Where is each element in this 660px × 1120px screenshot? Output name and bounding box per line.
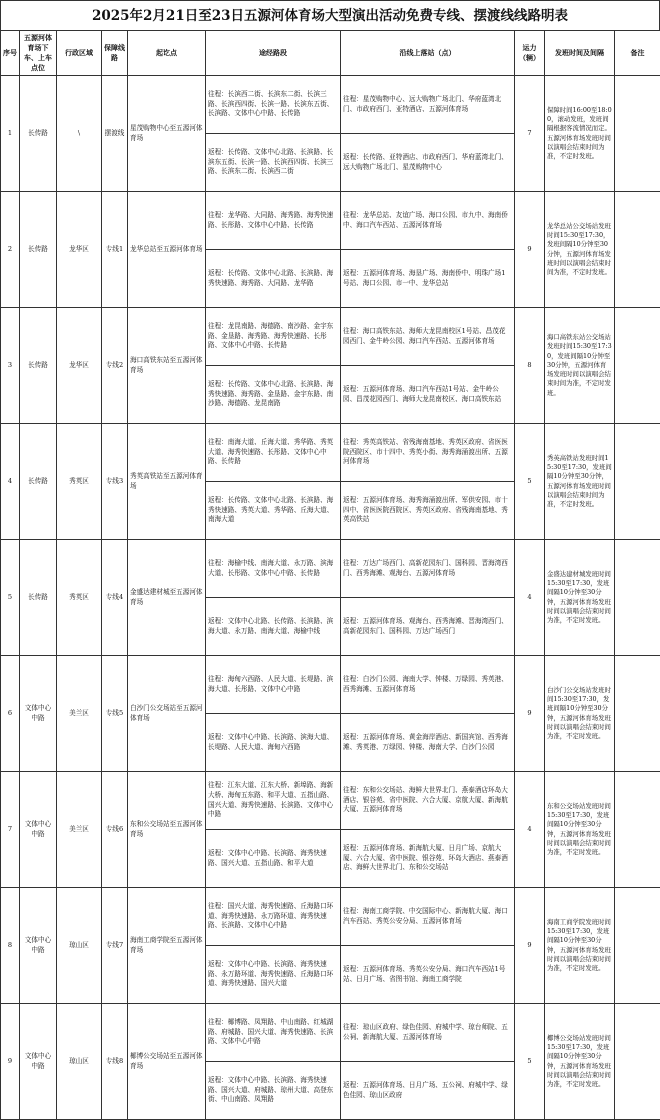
- row-stations-return: 返程：五源河体育场、海口汽车西站1号站、金牛岭公园、昌茂花园西门、海师大龙昆南校区、海口高铁东站: [341, 366, 515, 424]
- row-stations-outbound: 往程：琼山区政府、绿色佳园、府城中学、琼台师院、五公祠、新海航大厦、五源河体育场: [341, 1004, 515, 1062]
- row-schedule: 海南工商学院发班时间15:30至17:30，发班间隔10分钟至30分钟，五源河体育场发班时间以演唱会结束时间为准，不定时发班。: [545, 888, 615, 1004]
- row-stop-road: 长传路: [20, 76, 57, 192]
- header-row: [1, 31, 660, 76]
- row-index: 7: [1, 772, 20, 888]
- row-line: 专线1: [102, 192, 128, 308]
- row-remarks: [615, 540, 660, 656]
- row-district: 琼山区: [57, 1004, 102, 1120]
- table-row: [1, 1004, 660, 1062]
- row-start-end: 秀英高铁站至五源河体育场: [128, 424, 206, 540]
- row-district: 龙华区: [57, 192, 102, 308]
- row-district: 秀英区: [57, 424, 102, 540]
- row-schedule: 东和公交场站发班时间15:30至17:30，发班间隔10分钟至30分钟，五源河体育场发班时间以演唱会结束时间为准，不定时发班。: [545, 772, 615, 888]
- row-line: 专线5: [102, 656, 128, 772]
- row-index: 6: [1, 656, 20, 772]
- row-stations-return: 返程：五源河体育场、观海台、西秀海滩、晋海湾西门、高新花园东门、国科园、万达广场西门: [341, 598, 515, 656]
- row-capacity: 8: [515, 308, 545, 424]
- row-index: 5: [1, 540, 20, 656]
- row-line: 专线6: [102, 772, 128, 888]
- table-row: [1, 772, 660, 830]
- row-via-outbound: 往程：海甸六西路、人民大道、长堤路、滨海大道、长彤路、文体中心中路: [206, 656, 341, 714]
- row-via-return: 返程：长传路、文体中心北路、长滨路、海秀快速路、海秀路、金垦路、金宇东路、南沙路、海德路、龙昆南路: [206, 366, 341, 424]
- header-district: 行政区域: [57, 31, 102, 76]
- row-via-return: 返程：长传路、文体中心北路、长滨路、海秀快速路、秀英大道、秀华路、丘海大道、南海大道: [206, 482, 341, 540]
- row-district: 美兰区: [57, 656, 102, 772]
- row-schedule: 保障时间16:00至18:00，滚动发班，发班间隔根据客流情况而定。五源河体育场发班时间以演唱会结束时间为准，不定时发班。: [545, 76, 615, 192]
- row-stations-return: 返程：五源河体育场、日月广场、五公祠、府城中学、绿色佳园、琼山区政府: [341, 1062, 515, 1120]
- row-stop-road: 长传路: [20, 308, 57, 424]
- row-stations-outbound: 往程：东和公交场站、海鲜大世界北门、燕泰酒店环岛大酒店、银谷苑、省中医院、六合大厦、京航大厦、新海航大厦、五源河体育场: [341, 772, 515, 830]
- row-index: 9: [1, 1004, 20, 1120]
- row-via-return: 返程：长传路、文体中心北路、长滨路、长滨东五街、长滨一路、长滨西四街、长滨三路、长滨东二街、长滨西二街: [206, 134, 341, 192]
- header-stop-road: 五源河体育场下车、上车点位: [20, 31, 57, 76]
- row-stop-road: 长传路: [20, 424, 57, 540]
- row-stop-road: 文体中心中路: [20, 888, 57, 1004]
- row-schedule: 海口高铁东站公交场站发班时间15:30至17:30，发班间隔10分钟至30分钟，五源河体育场发班时间以演唱会结束时间为准，不定时发班。: [545, 308, 615, 424]
- row-capacity: 5: [515, 1004, 545, 1120]
- row-via-outbound: 往程：国兴大道、海秀快速路、丘海路口环道、海秀快速路、永万路环道、海秀快速路、长滨路、文体中心中路: [206, 888, 341, 946]
- row-remarks: [615, 308, 660, 424]
- row-district: 龙华区: [57, 308, 102, 424]
- header-schedule: 发班时间及间隔: [545, 31, 615, 76]
- table-row: [1, 888, 660, 946]
- row-stations-outbound: 往程：万达广场西门、高新花园东门、国科园、晋海湾西门、西秀海滩、观海台、五源河体育场: [341, 540, 515, 598]
- row-start-end: 东和公交场站至五源河体育场: [128, 772, 206, 888]
- row-capacity: 7: [515, 76, 545, 192]
- row-start-end: 金盛达建材城至五源河体育场: [128, 540, 206, 656]
- row-stations-outbound: 往程：星茂购物中心、远大购物广场北门、华府蓝湾北门、市政府西门、亚特酒店、五源河体育场: [341, 76, 515, 134]
- row-remarks: [615, 888, 660, 1004]
- table-title: 2025年2月21日至23日五源河体育场大型演出活动免费专线、摆渡线线路明表: [0, 0, 660, 30]
- row-stations-outbound: 往程：海南工商学院、中交国际中心、新海航大厦、海口汽车西站、秀英公安分局、五源河体育场: [341, 888, 515, 946]
- row-start-end: 星茂购物中心至五源河体育场: [128, 76, 206, 192]
- row-stations-return: 返程：五源河体育场、海垦广场、海南侨中、明珠广场1号站、海口公园、市一中、龙华总站: [341, 250, 515, 308]
- row-via-outbound: 往程：长滨西二街、长滨东二街、长滨三路、长滨西四街、长滨一路、长滨东五街、长滨路、文体中心中路、长传路: [206, 76, 341, 134]
- row-index: 8: [1, 888, 20, 1004]
- row-via-return: 返程：文体中心中路、长滨路、海秀快速路、永万路环道、海秀快速路、丘海路口环道、海秀快速路、国兴大道: [206, 946, 341, 1004]
- row-via-outbound: 往程：江东大道、江东大桥、新埠路、海新大桥、海甸五东路、和平大道、五指山路、国兴大道、海秀快速路、长滨路、文体中心中路: [206, 772, 341, 830]
- row-stations-return: 返程：五源河体育场、海秀海涌渡出所、军供安园、市十四中、省医医院西院区、秀英区政府、省残海南基地、秀英高铁站: [341, 482, 515, 540]
- row-capacity: 4: [515, 772, 545, 888]
- table-row: [1, 424, 660, 482]
- row-district: 琼山区: [57, 888, 102, 1004]
- table-row: [1, 656, 660, 714]
- row-start-end: 龙华总站至五源河体育场: [128, 192, 206, 308]
- row-line: 专线8: [102, 1004, 128, 1120]
- row-index: 4: [1, 424, 20, 540]
- row-stop-road: 文体中心中路: [20, 1004, 57, 1120]
- row-schedule: 白沙门公交场站发班时间15:30至17:30，发班间隔10分钟至30分钟，五源河体育场发班时间以演唱会结束时间为准，不定时发班。: [545, 656, 615, 772]
- table-row: [1, 308, 660, 366]
- row-capacity: 5: [515, 424, 545, 540]
- row-stations-outbound: 往程：海口高铁东站、海师大龙昆南校区1号站、昌茂花园西门、金牛岭公园、海口汽车西站、五源河体育场: [341, 308, 515, 366]
- row-via-return: 返程：文体中心中路、长滨路、海秀快速路、国兴大道、五指山路、和平大道: [206, 830, 341, 888]
- row-start-end: 椰博公交场站至五源河体育场: [128, 1004, 206, 1120]
- row-stations-outbound: 往程：龙华总站、友谊广场、海口公园、市九中、海南侨中、海口汽车西站、五源河体育场: [341, 192, 515, 250]
- row-index: 2: [1, 192, 20, 308]
- row-remarks: [615, 192, 660, 308]
- row-schedule: 椰博公交场站发班时间15:30至17:30，发班间隔10分钟至30分钟，五源河体育场发班时间以演唱会结束时间为准，不定时发班。: [545, 1004, 615, 1120]
- table-row: [1, 540, 660, 598]
- header-via-roads: 途经路段: [206, 31, 341, 76]
- row-line: 专线2: [102, 308, 128, 424]
- row-line: 摆渡线: [102, 76, 128, 192]
- row-remarks: [615, 1004, 660, 1120]
- header-stations: 沿线上落站（点）: [341, 31, 515, 76]
- table-row: [1, 76, 660, 134]
- header-index: 序号: [1, 31, 20, 76]
- row-remarks: [615, 656, 660, 772]
- row-line: 专线4: [102, 540, 128, 656]
- row-stations-return: 返程：五源河体育场、秀英公安分局、海口汽车西站1号站、日月广场、省图书馆、海南工商学院: [341, 946, 515, 1004]
- row-via-return: 返程：文体中心北路、长传路、长滨路、滨海大道、永万路、南海大道、海榆中线: [206, 598, 341, 656]
- row-line: 专线7: [102, 888, 128, 1004]
- row-via-outbound: 往程：海榆中线、南海大道、永万路、滨海大道、长彤路、文体中心中路、长传路: [206, 540, 341, 598]
- row-via-return: 返程：文体中心中路、长滨路、滨海大道、长堤路、人民大道、海甸六西路: [206, 714, 341, 772]
- row-district: 秀英区: [57, 540, 102, 656]
- row-capacity: 9: [515, 888, 545, 1004]
- row-stop-road: 文体中心中路: [20, 772, 57, 888]
- row-stations-outbound: 往程：白沙门公园、海南大学、钟楼、万绿园、秀英港、西秀海滩、五源河体育场: [341, 656, 515, 714]
- row-schedule: 龙华总站公交场站发班时间15:30至17:30，发班间隔10分钟至30分钟，五源河体育场发班时间以演唱会结束时间为准，不定时发班。: [545, 192, 615, 308]
- row-stop-road: 文体中心中路: [20, 656, 57, 772]
- row-district: 美兰区: [57, 772, 102, 888]
- row-district: \: [57, 76, 102, 192]
- row-via-outbound: 往程：椰博路、凤翔路、中山南路、红城湖路、府城路、国兴大道、海秀快速路、长滨路、文体中心中路: [206, 1004, 341, 1062]
- row-index: 1: [1, 76, 20, 192]
- header-guarantee-line: 保障线路: [102, 31, 128, 76]
- row-via-outbound: 往程：南海大道、丘海大道、秀华路、秀英大道、海秀快速路、长彤路、文体中心中路、长传路: [206, 424, 341, 482]
- row-stop-road: 长传路: [20, 192, 57, 308]
- row-stations-return: 返程：五源河体育场、黄金海岸酒店、新国宾馆、西秀海滩、秀英港、万绿园、钟楼、海南大学、白沙门公园: [341, 714, 515, 772]
- row-stations-return: 返程：长传路、亚特酒店、市政府西门、华府蓝湾北门、远大购物广场北门、星茂购物中心: [341, 134, 515, 192]
- row-via-return: 返程：长传路、文体中心北路、长滨路、海秀快速路、海秀路、大同路、龙华路: [206, 250, 341, 308]
- row-remarks: [615, 76, 660, 192]
- row-start-end: 白沙门公交场站至五源河体育场: [128, 656, 206, 772]
- row-via-outbound: 往程：龙华路、大同路、海秀路、海秀快速路、长彤路、文体中心中路、长传路: [206, 192, 341, 250]
- row-start-end: 海南工商学院至五源河体育场: [128, 888, 206, 1004]
- header-capacity: 运力（辆）: [515, 31, 545, 76]
- header-remarks: 备注: [615, 31, 660, 76]
- route-table: [0, 30, 660, 1120]
- row-line: 专线3: [102, 424, 128, 540]
- row-capacity: 9: [515, 192, 545, 308]
- row-remarks: [615, 424, 660, 540]
- table-row: [1, 192, 660, 250]
- row-via-outbound: 往程：龙昆南路、海德路、南沙路、金宇东路、金垦路、海秀路、海秀快速路、长彤路、文体中心中路、长传路: [206, 308, 341, 366]
- row-remarks: [615, 772, 660, 888]
- row-start-end: 海口高铁东站至五源河体育场: [128, 308, 206, 424]
- row-stations-outbound: 往程：秀英高铁站、省残海南基地、秀英区政府、省医医院西院区、市十四中、秀英小街、海秀海涌渡出所、五源河体育场: [341, 424, 515, 482]
- row-stop-road: 长传路: [20, 540, 57, 656]
- row-schedule: 秀英高铁站发班时间15:30至17:30，发班间隔10分钟至30分钟，五源河体育场发班时间以演唱会结束时间为准，不定时发班。: [545, 424, 615, 540]
- row-capacity: 9: [515, 656, 545, 772]
- header-start-end: 起讫点: [128, 31, 206, 76]
- row-stations-return: 返程：五源河体育场、新海航大厦、日月广场、京航大厦、六合大厦、省中医院、银谷苑、环岛大酒店、燕泰酒店、海鲜大世界北门、东和公交场站: [341, 830, 515, 888]
- row-via-return: 返程：文体中心中路、长滨路、海秀快速路、国兴大道、府城路、琼州大道、高登东街、中山南路、凤翔路: [206, 1062, 341, 1120]
- row-schedule: 金盛达建材城发班时间15:30至17:30，发班间隔10分钟至30分钟，五源河体育场发班时间以演唱会结束时间为准，不定时发班。: [545, 540, 615, 656]
- row-index: 3: [1, 308, 20, 424]
- row-capacity: 4: [515, 540, 545, 656]
